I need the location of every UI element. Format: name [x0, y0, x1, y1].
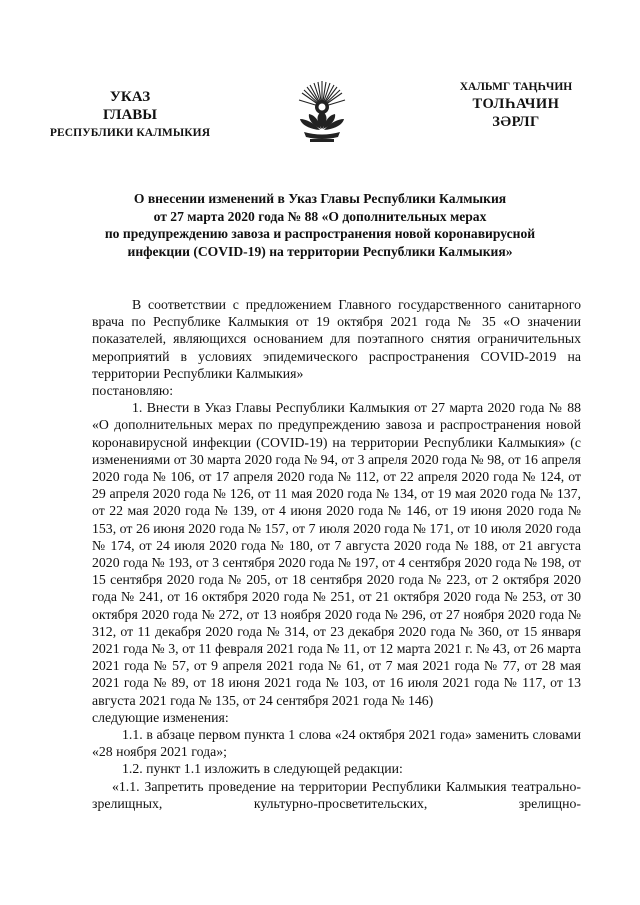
issuer-header-russian — [30, 88, 230, 142]
title-line: О внесении изменений в Указ Главы Республики Калмыкия — [133, 191, 507, 206]
decree-title — [60, 190, 580, 260]
header-glavy: ГЛАВЫ — [102, 107, 158, 123]
header-kalmyk-line3: ЗӘРЛГ — [492, 114, 540, 130]
header-ukaz: УКАЗ — [109, 89, 151, 105]
new-clause-1-1-paragraph: «1.1. Запретить проведение на территории Республики Калмыкия театрально-зрелищных, культурно-просветительских, зрелищно- — [92, 778, 581, 811]
title-line: инфекции (COVID-19) на территории Республики Калмыкия» — [127, 243, 513, 259]
clause-1-paragraph: 1. Внести в Указ Главы Республики Калмыкия от 27 марта 2020 года № 88 «О дополнительных мерах по предупреждению завоза и распространения новой коронавирусной инфекции (COVID-19) на территории Республики Калмыкия» (с изменениями от 30 марта 2020 года № 94, от 3 апреля 2020 года № 98, от 16 апреля 2020 года № 106, от 17 апреля 2020 года № 112, от 22 апреля 2020 года № 124, от 29 апреля 2020 года № 126, от 11 мая 2020 года № 134, от 19 мая 2020 года № 137, от 22 мая 2020 года № 139, от 4 июня 2020 года № 146, от 19 июня 2020 года № 153, от 26 июня 2020 года № 157, от 7 июля 2020 года № 171, от 10 июля 2020 года № 174, от 24 июля 2020 года № 180, от 7 августа 2020 года № 188, от 21 августа 2020 года № 193, от 3 сентября 2020 года № 197, от 4 сентября 2020 года № 198, от 15 сентября 2020 года № 205, от 18 сентября 2020 года № 223, от 2 октября 2020 года № 241, от 16 октября 2020 года № 251, от 21 октября 2020 года № 253, от 30 октября 2020 года № 272, от 13 ноября 2020 года № 296, от 27 ноября 2020 года № 312, от 11 декабря 2020 года № 314, от 23 декабря 2020 года № 360, от 15 января 2021 года № 3, от 11 февраля 2021 года № 11, от 12 марта 2021 г. № 43, от 26 марта 2021 года № 57, от 9 апреля 2021 года № 61, от 7 мая 2021 года № 77, от 28 мая 2021 года № 89, от 18 июня 2021 года № 103, от 16 июля 2021 года № 117, от 13 августа 2021 года № 135, от 24 сентября 2021 года № 146) — [92, 400, 581, 708]
header-kalmyk-line2: ТОЛҺАЧИН — [472, 96, 560, 112]
header-kalmyk-line1: ХАЛЬМГ ТАҢҺЧИН — [459, 81, 573, 93]
clause-1-1-paragraph: 1.1. в абзаце первом пункта 1 слова «24 октября 2021 года» заменить словами «28 ноября 2021 года»; — [92, 727, 581, 760]
preamble-paragraph: В соответствии с предложением Главного государственного санитарного врача по Республике Калмыкия от 19 октября 2021 года № 35 «О значении показателей, являющихся основанием для поэтапного снятия ограничительных мероприятий в условиях эпидемического распространения COVID-2019 на территории Республики Калмыкия» — [92, 297, 581, 381]
changes-intro: следующие изменения: — [92, 709, 229, 725]
issuer-header-kalmyk — [438, 80, 594, 131]
title-line: от 27 марта 2020 года № 88 «О дополнительных мерах — [153, 208, 487, 224]
title-line: по предупреждению завоза и распространения новой коронавирусной — [104, 226, 536, 242]
lotus-emblem-icon — [294, 77, 350, 147]
header-republic: РЕСПУБЛИКИ КАЛМЫКИЯ — [49, 127, 211, 139]
decree-body — [92, 296, 581, 812]
resolve-line: постановляю: — [92, 383, 174, 399]
clause-1-2-paragraph: 1.2. пункт 1.1 изложить в следующей редакции: — [122, 761, 403, 777]
